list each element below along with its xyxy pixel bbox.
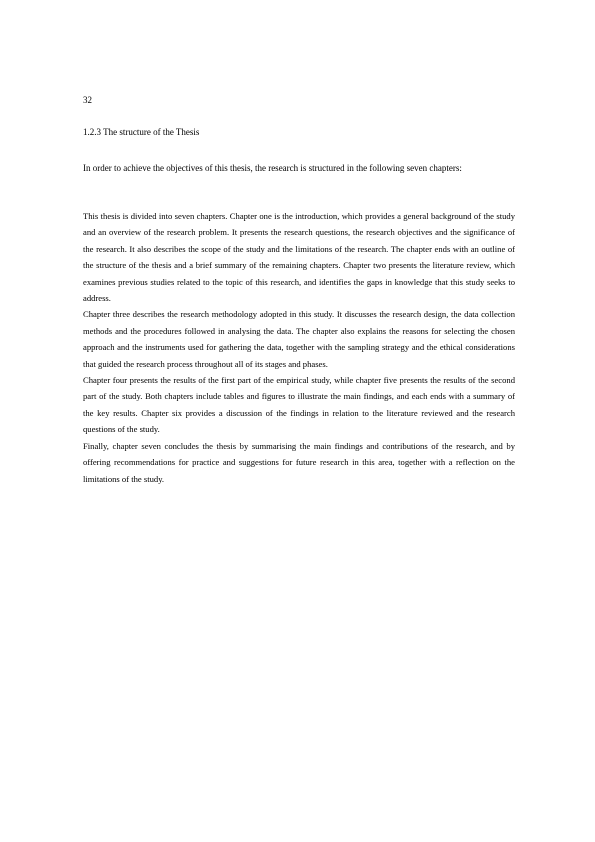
paragraph: This thesis is divided into seven chapters. Chapter one is the introduction, which provides a general background of the study and an overview of the research problem. It presents the research questions, the research objectives and the significance of the research. It also describes the scope of the study and the limitations of the research. The chapter ends with an outline of the structure of the thesis and a brief summary of the remaining chapters. Chapter two presents the literature review, which examines previous studies related to the topic of this research, and identifies the gaps in knowledge that this study seeks to address. (83, 211, 515, 304)
section-intro: In order to achieve the objectives of this thesis, the research is structured in the following seven chapters: (83, 163, 462, 173)
body-text (83, 208, 515, 487)
page-number: 32 (83, 95, 92, 105)
paragraph: Chapter four presents the results of the first part of the empirical study, while chapter five presents the results of the second part of the study. Both chapters include tables and figures to illustrate the main findings, and each ends with a summary of the key results. Chapter six provides a discussion of the findings in relation to the literature reviewed and the research questions of the study. (83, 375, 515, 435)
section-heading: 1.2.3 The structure of the Thesis (83, 127, 200, 137)
paragraph: Chapter three describes the research methodology adopted in this study. It discusses the research design, the data collection methods and the procedures followed in analysing the data. The chapter also explains the reasons for selecting the chosen approach and the instruments used for gathering the data, together with the sampling strategy and the ethical considerations that guided the research process throughout all of its stages and phases. (83, 309, 515, 369)
paragraph: Finally, chapter seven concludes the thesis by summarising the main findings and contributions of the research, and by offering recommendations for practice and suggestions for future research in this area, together with a reflection on the limitations of the study. (83, 440, 515, 484)
